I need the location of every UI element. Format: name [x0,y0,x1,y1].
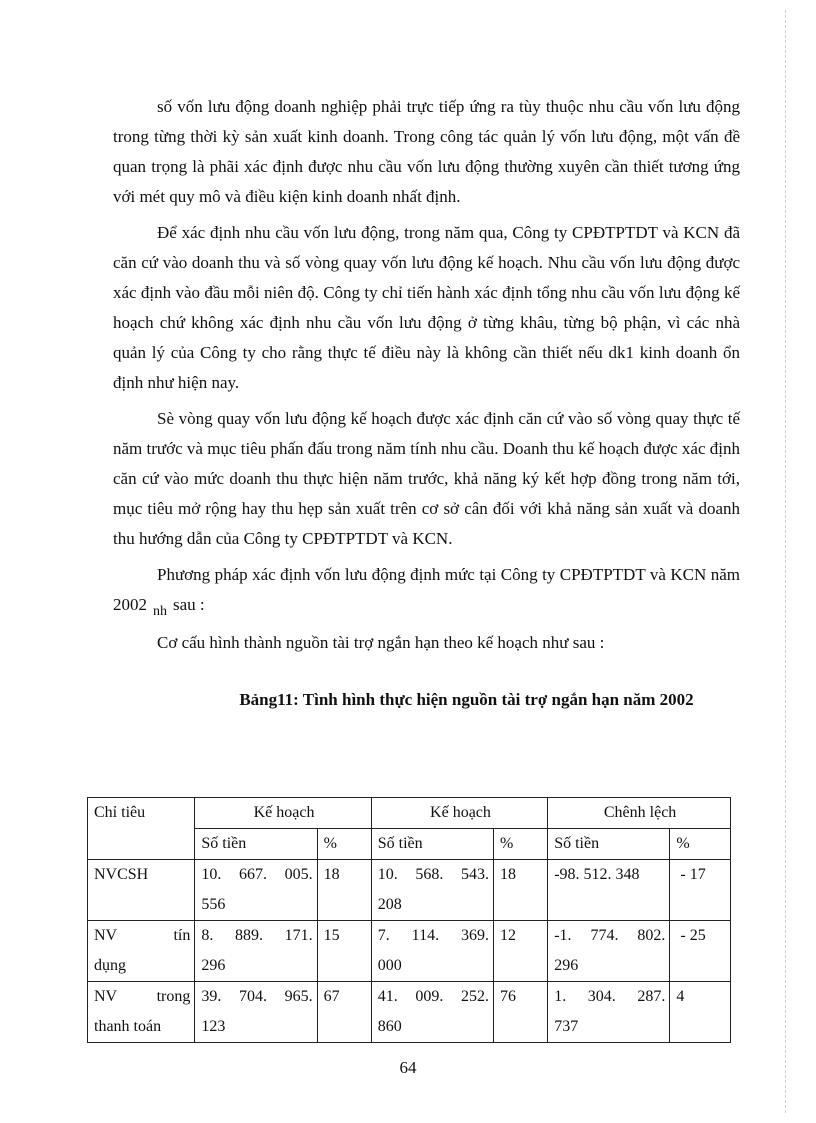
plan-amount: 8. 889. 171. 296 [195,921,317,982]
actual-amount: 7. 114. 369. 000 [371,921,493,982]
table-row [88,982,731,1043]
document-body [113,92,740,712]
page-number: 64 [399,1058,417,1077]
paragraph-3: Sè vòng quay vốn lưu động kế hoạch được xác định căn cứ vào số vòng quay thực tế năm trước và mục tiêu phấn đấu trong năm tính nhu cầu. Doanh thu kế hoạch được xác định căn cứ vào mức doanh thu thực hiện năm trước, khả năng ký kết hợp đồng trong năm tới, mục tiêu mở rộng hay thu hẹp sản xuất trên cơ sở cân đối với khả năng sản xuất và doanh thu hướng dẫn của Công ty CPĐTPTDT và KCN. [113,409,740,548]
row-label: NV trong thanh toán [88,982,195,1043]
paragraph-2: Để xác định nhu cầu vốn lưu động, trong năm qua, Công ty CPĐTPTDT và KCN đã căn cứ vào doanh thu và số vòng quay vốn lưu động kế hoạch. Nhu cầu vốn lưu động được xác định vào đầu mỗi niên độ. Công ty chỉ tiến hành xác định tổng nhu cầu vốn lưu động kế hoạch chứ không xác định nhu cầu vốn lưu động ở từng khâu, từng bộ phận, vì các nhà quản lý của Công ty cho rằng thực tế điều này là không cần thiết nếu dk1 kinh doanh ổn định như hiện nay. [113,223,740,392]
subheader-pct: % [317,829,371,860]
diff-amount: 1. 304. 287. 737 [548,982,670,1043]
actual-pct: 12 [493,921,547,982]
plan-pct: 67 [317,982,371,1043]
diff-pct: - 25 [670,921,731,982]
plan-amount: 39. 704. 965. 123 [195,982,317,1043]
diff-pct: - 17 [670,860,731,921]
page-edge-guide [785,10,786,1113]
table-row [88,860,731,921]
plan-pct: 18 [317,860,371,921]
actual-amount: 41. 009. 252. 860 [371,982,493,1043]
plan-pct: 15 [317,921,371,982]
diff-pct: 4 [670,982,731,1043]
subheader-pct: % [670,829,731,860]
table-row [88,921,731,982]
paragraph-4-tail: sau : [173,595,205,614]
actual-pct: 76 [493,982,547,1043]
paragraph-5: Cơ cấu hình thành nguồn tài trợ ngắn hạn theo kế hoạch như sau : [157,633,605,652]
table-caption: Bảng11: Tình hình thực hiện nguồn tài trợ ngắn hạn năm 2002 [239,690,694,709]
row-label: NV tín dụng [88,921,195,982]
paragraph-1: số vốn lưu động doanh nghiệp phải trực tiếp ứng ra tùy thuộc nhu cầu vốn lưu động trong từng thời kỳ sản xuất kinh doanh. Trong công tác quản lý vốn lưu động, một vấn đề quan trọng là phãi xác định được nhu cầu vốn lưu động thường xuyên cần thiết tương ứng với mét quy mô và điều kiện kinh doanh nhất định. [113,97,740,206]
paragraph-4 [113,560,740,622]
header-group-3: Chênh lệch [548,798,731,829]
row-label: NVCSH [88,860,195,921]
header-group-2: Kế hoạch [371,798,547,829]
subheader-amount: Số tiền [548,829,670,860]
actual-amount: 10. 568. 543. 208 [371,860,493,921]
header-indicator: Chỉ tiêu [88,798,195,860]
paragraph-4-text: Phương pháp xác định vốn lưu động định mức tại Công ty CPĐTPTDT và KCN năm 2002 [113,565,740,614]
diff-amount: -1. 774. 802. 296 [548,921,670,982]
diff-amount: -98. 512. 348 [548,860,670,921]
subheader-pct: % [493,829,547,860]
table-header-row [88,798,731,829]
subheader-amount: Số tiền [195,829,317,860]
subheader-amount: Số tiền [371,829,493,860]
header-group-1: Kế hoạch [195,798,371,829]
funding-table [87,797,731,1043]
actual-pct: 18 [493,860,547,921]
paragraph-4-subscript: nh [153,604,167,619]
plan-amount: 10. 667. 005. 556 [195,860,317,921]
